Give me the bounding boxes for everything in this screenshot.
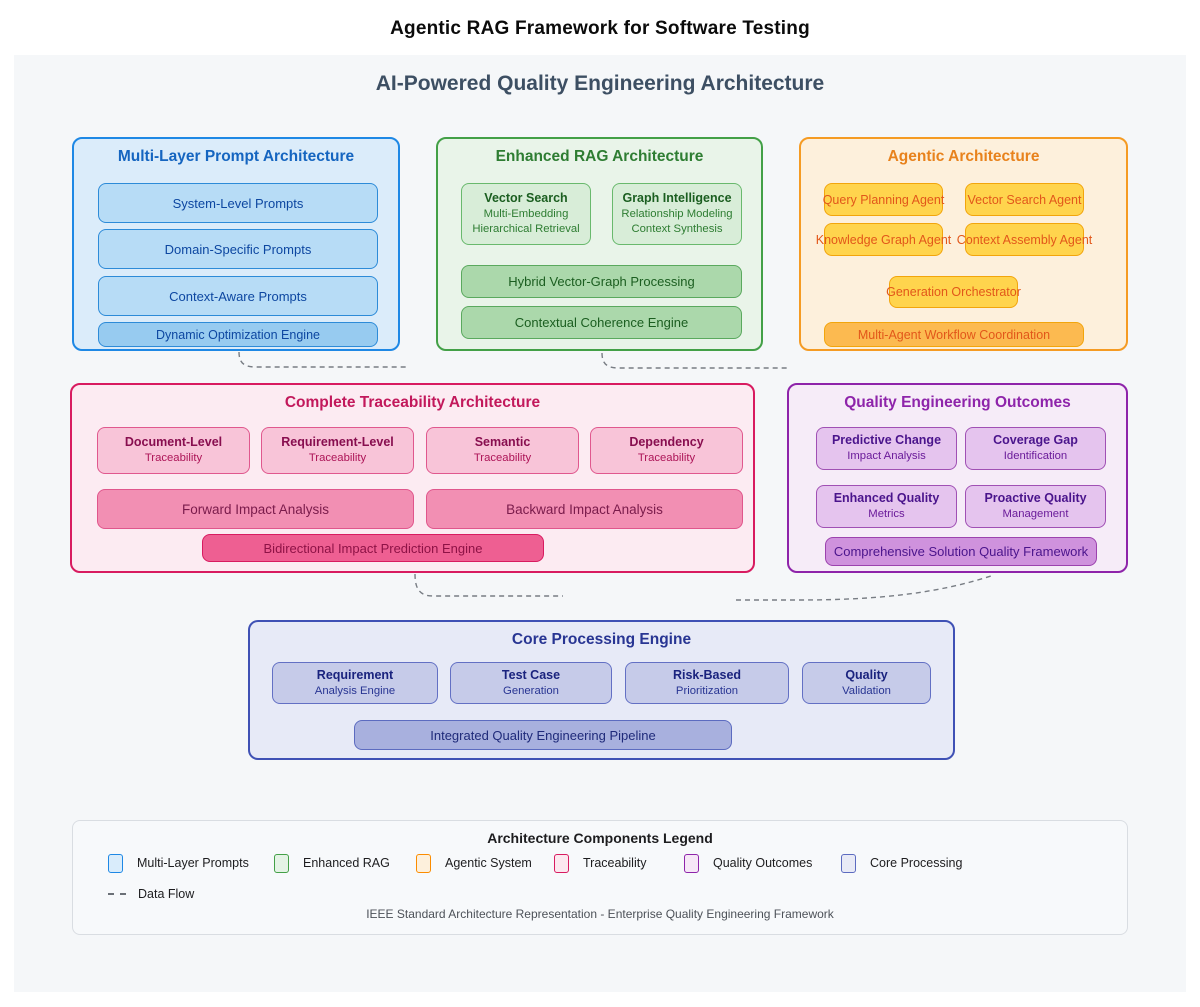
node-enhanced-quality-metrics <box>816 485 957 528</box>
node-contextual-coherence-engine: Contextual Coherence Engine <box>461 306 742 339</box>
node-coverage-gap-identification <box>965 427 1106 470</box>
node-title: Risk-Based <box>672 667 742 682</box>
node-subtitle: Traceability <box>144 452 203 465</box>
node-graph-intelligence <box>612 183 742 245</box>
node-line: Relationship Modeling <box>621 208 733 221</box>
section-title: Enhanced RAG Architecture <box>495 148 704 165</box>
node-title: Test Case <box>501 667 561 682</box>
node-generation-orchestrator: Generation Orchestrator <box>889 276 1018 308</box>
section-title: Agentic Architecture <box>887 148 1040 165</box>
node-subtitle: Management <box>1002 508 1069 521</box>
node-requirement-level-traceability <box>261 427 414 474</box>
node-proactive-quality-management <box>965 485 1106 528</box>
section-complete-traceability-architecture <box>70 383 755 573</box>
node-line: Hierarchical Retrieval <box>472 223 580 236</box>
diagram-subtitle: AI-Powered Quality Engineering Architecture <box>375 72 825 95</box>
core-processing-swatch-icon <box>841 854 856 873</box>
node-system-level-prompts: System-Level Prompts <box>98 183 378 223</box>
node-subtitle: Traceability <box>637 452 696 465</box>
section-title: Core Processing Engine <box>511 631 692 648</box>
node-title: Vector Search <box>484 191 568 206</box>
node-line: Multi-Embedding <box>483 208 569 221</box>
legend-label: Multi-Layer Prompts <box>137 856 249 870</box>
legend-label: Core Processing <box>870 856 963 870</box>
node-comprehensive-solution-quality-framework: Comprehensive Solution Quality Framework <box>825 537 1097 566</box>
node-document-level-traceability <box>97 427 250 474</box>
section-quality-engineering-outcomes <box>787 383 1128 573</box>
section-core-processing-engine <box>248 620 955 760</box>
legend-label: Agentic System <box>445 856 532 870</box>
legend-item-enhanced-rag <box>274 853 390 873</box>
node-subtitle: Validation <box>842 684 891 697</box>
legend-item-traceability <box>554 853 646 873</box>
node-integrated-quality-engineering-pipeline: Integrated Quality Engineering Pipeline <box>354 720 732 750</box>
agentic-system-swatch-icon <box>416 854 431 873</box>
quality-outcomes-swatch-icon <box>684 854 699 873</box>
node-title: Graph Intelligence <box>622 191 732 206</box>
section-title: Complete Traceability Architecture <box>284 394 541 411</box>
legend-label: Enhanced RAG <box>303 856 390 870</box>
node-subtitle: Traceability <box>473 452 532 465</box>
node-requirement-analysis-engine <box>272 662 438 704</box>
node-subtitle: Identification <box>1003 450 1068 463</box>
data-flow-dash-icon <box>108 893 126 895</box>
traceability-swatch-icon <box>554 854 569 873</box>
node-query-planning-agent: Query Planning Agent <box>824 183 943 216</box>
node-predictive-change-impact-analysis <box>816 427 957 470</box>
node-vector-search <box>461 183 591 245</box>
node-title: Enhanced Quality <box>833 491 940 506</box>
node-title: Predictive Change <box>831 433 942 448</box>
section-multi-layer-prompt-architecture <box>72 137 400 351</box>
legend-panel <box>72 820 1128 935</box>
node-subtitle: Prioritization <box>675 684 739 697</box>
node-title: Semantic <box>474 435 531 450</box>
node-forward-impact-analysis: Forward Impact Analysis <box>97 489 414 529</box>
node-multi-agent-workflow-coordination: Multi-Agent Workflow Coordination <box>824 322 1084 347</box>
node-context-assembly-agent: Context Assembly Agent <box>965 223 1084 256</box>
enhanced-rag-swatch-icon <box>274 854 289 873</box>
node-subtitle: Traceability <box>308 452 367 465</box>
multi-layer-prompts-swatch-icon <box>108 854 123 873</box>
node-risk-based-prioritization <box>625 662 789 704</box>
node-semantic-traceability <box>426 427 579 474</box>
node-bidirectional-impact-prediction-engine: Bidirectional Impact Prediction Engine <box>202 534 544 562</box>
node-domain-specific-prompts: Domain-Specific Prompts <box>98 229 378 269</box>
node-title: Requirement-Level <box>281 435 394 450</box>
node-title: Requirement <box>316 667 394 682</box>
node-knowledge-graph-agent: Knowledge Graph Agent <box>824 223 943 256</box>
legend-item-agentic-system <box>416 853 532 873</box>
node-subtitle: Metrics <box>868 508 905 521</box>
node-context-aware-prompts: Context-Aware Prompts <box>98 276 378 316</box>
node-title: Dependency <box>629 435 704 450</box>
diagram-main-title: Agentic RAG Framework for Software Testing <box>390 18 810 39</box>
node-vector-search-agent: Vector Search Agent <box>965 183 1084 216</box>
legend-item-quality-outcomes <box>684 853 812 873</box>
node-line: Context Synthesis <box>631 223 723 236</box>
node-subtitle: Analysis Engine <box>314 684 396 697</box>
legend-footer-note: IEEE Standard Architecture Representation - Enterprise Quality Engineering Framework <box>366 907 834 921</box>
node-dynamic-optimization-engine: Dynamic Optimization Engine <box>98 322 378 347</box>
section-title: Quality Engineering Outcomes <box>844 394 1071 411</box>
section-agentic-architecture <box>799 137 1128 351</box>
node-subtitle: Impact Analysis <box>847 450 926 463</box>
node-title: Quality <box>845 667 888 682</box>
node-subtitle: Generation <box>503 684 559 697</box>
legend-title: Architecture Components Legend <box>487 830 713 846</box>
legend-label: Traceability <box>583 856 647 870</box>
legend-label: Data Flow <box>138 887 195 901</box>
section-enhanced-rag-architecture <box>436 137 763 351</box>
section-title: Multi-Layer Prompt Architecture <box>117 148 355 165</box>
node-test-case-generation <box>450 662 612 704</box>
legend-item-multi-layer-prompts <box>108 853 249 873</box>
legend-item-data-flow <box>108 884 194 904</box>
legend-item-core-processing <box>841 853 962 873</box>
node-quality-validation <box>802 662 931 704</box>
node-dependency-traceability <box>590 427 743 474</box>
node-title: Document-Level <box>124 435 223 450</box>
legend-label: Quality Outcomes <box>713 856 813 870</box>
node-title: Coverage Gap <box>993 433 1078 448</box>
node-backward-impact-analysis: Backward Impact Analysis <box>426 489 743 529</box>
node-hybrid-vector-graph-processing: Hybrid Vector-Graph Processing <box>461 265 742 298</box>
node-title: Proactive Quality <box>984 491 1087 506</box>
